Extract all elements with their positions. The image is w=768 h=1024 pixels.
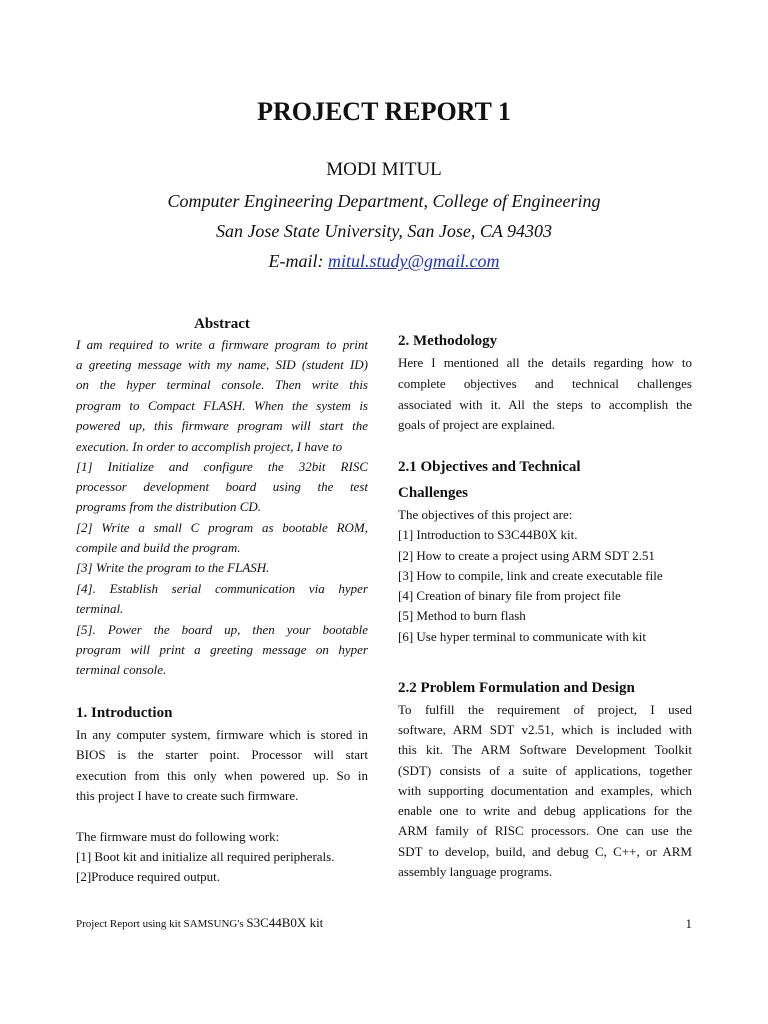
abstract-line: execution. In order to accomplish project, I have to bbox=[76, 439, 343, 454]
methodology-line: associated with it. All the steps to accomplish the bbox=[398, 397, 692, 412]
objectives-intro: The objectives of this project are: bbox=[398, 507, 573, 522]
abstract-line: [5]. Power the board up, then your bootable bbox=[76, 622, 368, 637]
abstract-line: powered up, this firmware program will start the bbox=[76, 418, 368, 433]
methodology-line: Here I mentioned all the details regarding how to bbox=[398, 355, 692, 370]
abstract-line: programs from the distribution CD. bbox=[76, 499, 262, 514]
problem-line: this kit. The ARM Software Development Toolkit bbox=[398, 742, 692, 757]
problem-line: software, ARM SDT v2.51, which is included with bbox=[398, 722, 692, 737]
email-label: E-mail: bbox=[268, 251, 328, 271]
author-name: MODI MITUL bbox=[326, 159, 442, 180]
intro-line: The firmware must do following work: bbox=[76, 829, 280, 844]
abstract-heading: Abstract bbox=[194, 316, 250, 332]
intro-line: execution from this only when powered up. So in bbox=[76, 768, 368, 783]
abstract-line: program to Compact FLASH. When the system is bbox=[76, 398, 368, 413]
problem-line: SDT to develop, build, and debug C, C++, or ARM bbox=[398, 844, 692, 859]
abstract-line: [2] Write a small C program as bootable ROM, bbox=[76, 520, 368, 535]
problem-line: enable one to write and debug applications for the bbox=[398, 803, 692, 818]
footer-kit-name: S3C44B0X kit bbox=[246, 915, 324, 930]
email-link[interactable]: mitul.study@gmail.com bbox=[327, 251, 500, 271]
objective-item: [4] Creation of binary file from project file bbox=[398, 588, 621, 603]
affiliation-line-2: San Jose State University, San Jose, CA 94303 bbox=[215, 221, 553, 241]
intro-line: [2]Produce required output. bbox=[76, 869, 221, 884]
abstract-line: a greeting message with my name, SID (student ID) bbox=[76, 357, 368, 372]
abstract-line: processor development board using the test bbox=[76, 479, 368, 494]
abstract-line: terminal console. bbox=[76, 662, 167, 677]
objective-item: [5] Method to burn flash bbox=[398, 608, 526, 623]
objective-item: [6] Use hyper terminal to communicate with kit bbox=[398, 629, 647, 644]
problem-line: ARM family of RISC processors. One can use the bbox=[398, 823, 692, 838]
abstract-line: [1] Initialize and configure the 32bit RISC bbox=[76, 459, 368, 474]
footer-caption bbox=[76, 914, 323, 933]
introduction-heading: 1. Introduction bbox=[76, 705, 173, 721]
intro-line: In any computer system, firmware which is stored in bbox=[76, 727, 368, 742]
footer-caption-text: Project Report using kit SAMSUNG's bbox=[76, 918, 247, 930]
affiliation-line-1: Computer Engineering Department, College of Engineering bbox=[167, 191, 601, 211]
intro-line: BIOS is the starter point. Processor will start bbox=[76, 747, 368, 762]
problem-line: To fulfill the requirement of project, I used bbox=[398, 702, 692, 717]
methodology-heading: 2. Methodology bbox=[398, 333, 498, 349]
objective-item: [2] How to create a project using ARM SDT 2.51 bbox=[398, 548, 655, 563]
page-title: PROJECT REPORT 1 bbox=[257, 97, 511, 126]
abstract-line: [4]. Establish serial communication via hyper bbox=[76, 581, 368, 596]
objective-item: [1] Introduction to S3C44B0X kit. bbox=[398, 527, 578, 542]
methodology-line: complete objectives and technical challenges bbox=[398, 376, 692, 391]
abstract-line: [3] Write the program to the FLASH. bbox=[76, 560, 270, 575]
problem-line: (SDT) consists of a suite of applications, together bbox=[398, 763, 692, 778]
methodology-line: goals of project are explained. bbox=[398, 417, 556, 432]
abstract-line: I am required to write a firmware program to print bbox=[76, 337, 368, 352]
objectives-heading-line-2: Challenges bbox=[398, 485, 469, 501]
objectives-heading-line-1: 2.1 Objectives and Technical bbox=[398, 459, 581, 475]
abstract-line: terminal. bbox=[76, 601, 124, 616]
objective-item: [3] How to compile, link and create executable file bbox=[398, 568, 663, 583]
problem-heading: 2.2 Problem Formulation and Design bbox=[398, 680, 635, 696]
intro-line: [1] Boot kit and initialize all required peripherals. bbox=[76, 849, 335, 864]
abstract-line: program will print a greeting message on hyper bbox=[76, 642, 368, 657]
page-number: 1 bbox=[685, 916, 692, 931]
email-line bbox=[0, 249, 768, 273]
problem-line: assembly language programs. bbox=[398, 864, 553, 879]
abstract-line: compile and build the program. bbox=[76, 540, 241, 555]
intro-line: this project I have to create such firmware. bbox=[76, 788, 299, 803]
problem-line: with supporting documentation and examples, which bbox=[398, 783, 692, 798]
abstract-line: on the hyper terminal console. Then write this bbox=[76, 377, 368, 392]
